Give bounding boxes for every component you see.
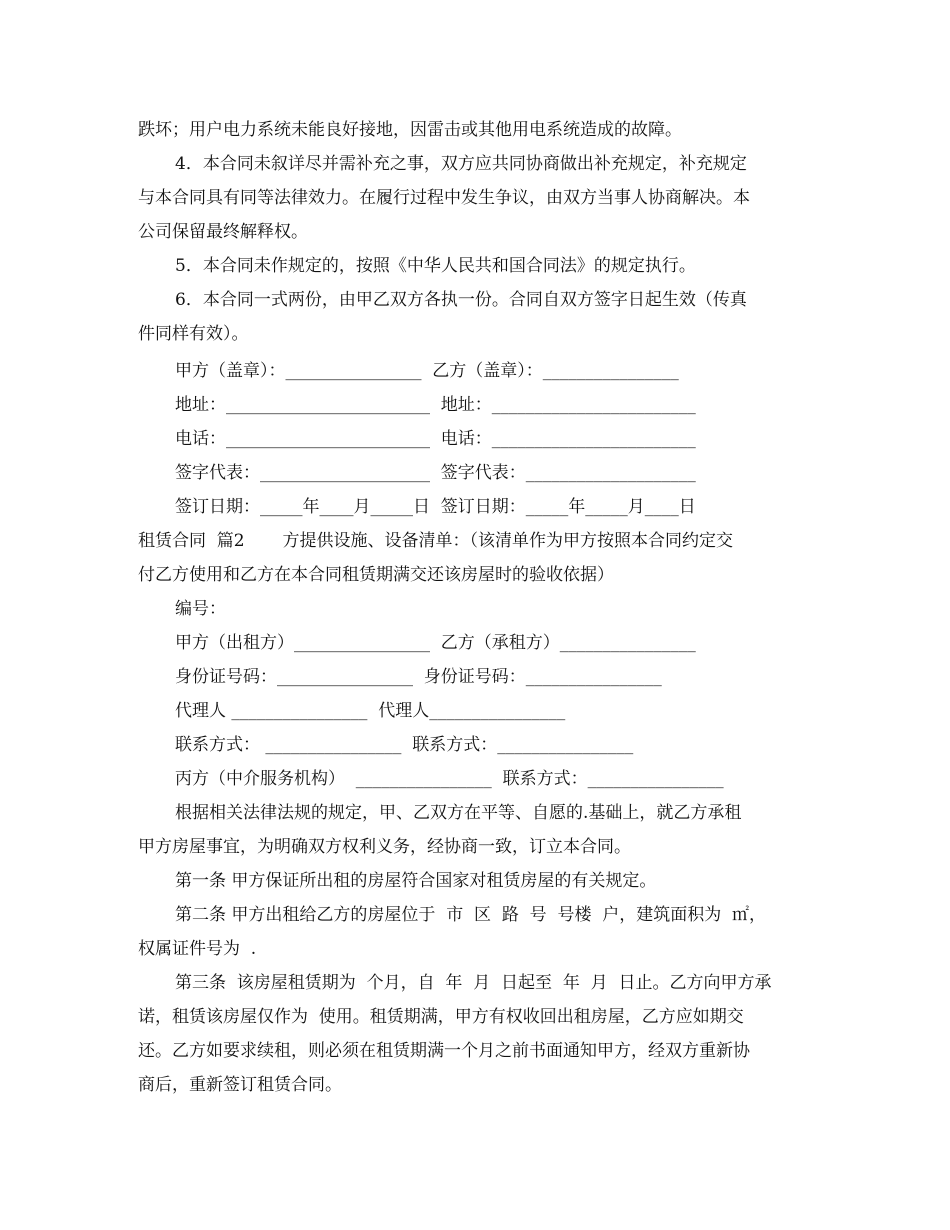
signature-line: 地址：________________________ 地址：________________________ <box>175 395 696 415</box>
text-line: 与本合同具有同等法律效力。在履行过程中发生争议，由双方当事人协商解决。本 <box>138 188 750 208</box>
text-line: 编号： <box>175 599 226 619</box>
signature-line: 签订日期：_____年____月_____日 签订日期：_____年_____月____日 <box>175 497 696 517</box>
form-line: 丙方（中介服务机构） ________________ 联系方式：________________ <box>175 769 724 789</box>
text-line: 6．本合同一式两份，由甲乙双方各执一份。合同自双方签字日起生效（传真 <box>175 290 747 310</box>
text-line: 付乙方使用和乙方在本合同租赁期满交还该房屋时的验收依据） <box>138 565 614 585</box>
form-line: 联系方式： ________________ 联系方式：________________ <box>175 735 634 755</box>
text-line: 件同样有效）。 <box>138 324 249 344</box>
text-line: 商后，重新签订租赁合同。 <box>138 1075 342 1095</box>
text-line: 第一条 甲方保证所出租的房屋符合国家对租赁房屋的有关规定。 <box>175 871 657 891</box>
signature-line: 电话：________________________ 电话：________________________ <box>175 429 696 449</box>
section-heading-line: 租赁合同 篇2 方提供设施、设备清单：（该清单作为甲方按照本合同约定交 <box>138 531 733 551</box>
signature-line: 签字代表：____________________ 签字代表：____________________ <box>175 463 696 483</box>
text-line: 第二条 甲方出租给乙方的房屋位于 市 区 路 号 号楼 户，建筑面积为 ㎡， <box>175 905 767 925</box>
text-line: 根据相关法律法规的规定，甲、乙双方在平等、自愿的.基础上，就乙方承租 <box>175 803 742 823</box>
signature-line: 甲方（盖章）：________________ 乙方（盖章）：________________ <box>175 361 679 381</box>
text-line: 第三条 该房屋租赁期为 个月，自 年 月 日起至 年 月 日止。乙方向甲方承 <box>175 973 772 993</box>
form-line: 甲方（出租方）________________ 乙方（承租方）________________ <box>175 633 696 653</box>
text-line: 还。乙方如要求续租，则必须在租赁期满一个月之前书面通知甲方，经双方重新协 <box>138 1041 750 1061</box>
form-line: 身份证号码：________________ 身份证号码：________________ <box>175 667 662 687</box>
text-line: 诺，租赁该房屋仅作为 使用。租赁期满，甲方有权收回出租房屋，乙方应如期交 <box>138 1007 744 1027</box>
text-line: 跌坏；用户电力系统未能良好接地，因雷击或其他用电系统造成的故障。 <box>138 120 682 140</box>
text-line: 5．本合同未作规定的，按照《中华人民共和国合同法》的规定执行。 <box>175 256 696 276</box>
form-line: 代理人 ________________ 代理人________________ <box>175 701 566 721</box>
text-line: 甲方房屋事宜，为明确双方权利义务，经协商一致，订立本合同。 <box>138 837 631 857</box>
text-line: 公司保留最终解释权。 <box>138 222 308 242</box>
text-line: 权属证件号为 . <box>138 939 257 959</box>
text-line: 4．本合同未叙详尽并需补充之事，双方应共同协商做出补充规定，补充规定 <box>175 154 747 174</box>
